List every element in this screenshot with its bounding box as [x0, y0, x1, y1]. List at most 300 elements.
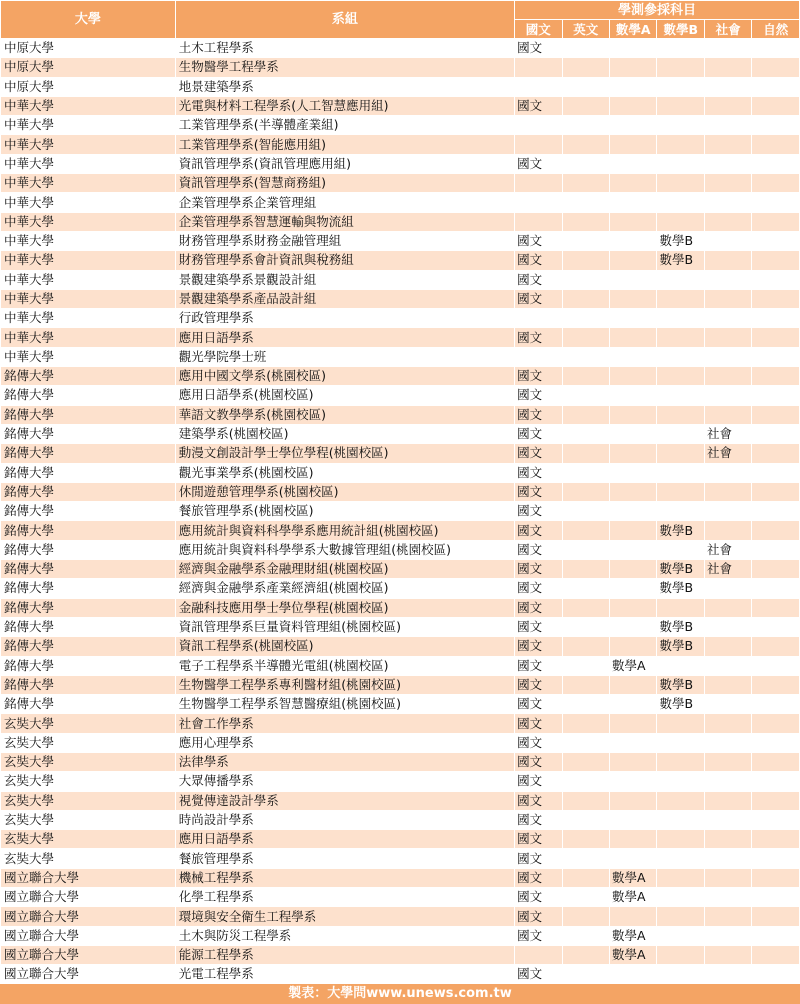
table-row [1, 386, 800, 405]
science-cell [752, 444, 800, 463]
chinese-cell: 國文 [515, 579, 562, 598]
social-cell [704, 521, 751, 540]
math-b-cell [657, 888, 704, 907]
social-cell [704, 695, 751, 714]
university-cell: 銘傳大學 [1, 560, 176, 579]
chinese-cell: 國文 [515, 463, 562, 482]
math-b-cell [657, 58, 704, 77]
english-cell [562, 444, 609, 463]
chinese-cell: 國文 [515, 598, 562, 617]
math-b-cell [657, 945, 704, 964]
chinese-cell: 國文 [515, 695, 562, 714]
math-a-cell [610, 598, 657, 617]
header-subject-chinese: 國文 [515, 20, 562, 39]
math-b-cell [657, 444, 704, 463]
chinese-cell: 國文 [515, 328, 562, 347]
math-b-cell [657, 193, 704, 212]
math-a-cell: 數學A [610, 888, 657, 907]
math-b-cell [657, 482, 704, 501]
university-cell: 中華大學 [1, 174, 176, 193]
math-a-cell [610, 405, 657, 424]
university-cell: 中原大學 [1, 77, 176, 96]
science-cell [752, 251, 800, 270]
english-cell [562, 733, 609, 752]
english-cell [562, 579, 609, 598]
department-cell: 觀光學院學士班 [175, 347, 514, 366]
math-a-cell [610, 521, 657, 540]
social-cell [704, 174, 751, 193]
social-cell [704, 39, 751, 58]
university-cell: 銘傳大學 [1, 675, 176, 694]
department-cell: 光電與材料工程學系(人工智慧應用組) [175, 96, 514, 115]
table-row [1, 289, 800, 308]
english-cell [562, 675, 609, 694]
social-cell [704, 193, 751, 212]
table-row [1, 560, 800, 579]
social-cell [704, 463, 751, 482]
header-subject-social: 社會 [704, 20, 751, 39]
math-b-cell [657, 174, 704, 193]
department-cell: 企業管理學系企業管理組 [175, 193, 514, 212]
math-a-cell [610, 463, 657, 482]
department-cell: 生物醫學工程學系 [175, 58, 514, 77]
table-row [1, 752, 800, 771]
math-b-cell [657, 367, 704, 386]
university-cell: 銘傳大學 [1, 424, 176, 443]
math-b-cell [657, 926, 704, 945]
science-cell [752, 714, 800, 733]
department-cell: 應用日語學系 [175, 328, 514, 347]
chinese-cell: 國文 [515, 540, 562, 559]
math-b-cell [657, 96, 704, 115]
university-cell: 玄奘大學 [1, 849, 176, 868]
math-a-cell [610, 193, 657, 212]
science-cell [752, 560, 800, 579]
english-cell [562, 888, 609, 907]
social-cell [704, 714, 751, 733]
science-cell [752, 193, 800, 212]
science-cell [752, 579, 800, 598]
math-b-cell [657, 270, 704, 289]
university-cell: 國立聯合大學 [1, 926, 176, 945]
social-cell [704, 907, 751, 926]
science-cell [752, 521, 800, 540]
english-cell [562, 463, 609, 482]
university-cell: 銘傳大學 [1, 386, 176, 405]
social-cell [704, 135, 751, 154]
table-row [1, 405, 800, 424]
department-cell: 應用日語學系(桃園校區) [175, 386, 514, 405]
science-cell [752, 367, 800, 386]
math-a-cell [610, 116, 657, 135]
math-b-cell [657, 463, 704, 482]
social-cell [704, 328, 751, 347]
chinese-cell: 國文 [515, 849, 562, 868]
math-a-cell [610, 482, 657, 501]
department-cell: 餐旅管理學系(桃園校區) [175, 502, 514, 521]
table-row [1, 965, 800, 984]
science-cell [752, 39, 800, 58]
table-row [1, 154, 800, 173]
social-cell [704, 617, 751, 636]
university-cell: 銘傳大學 [1, 463, 176, 482]
department-cell: 資訊工程學系(桃園校區) [175, 637, 514, 656]
header-subject-math-b: 數學B [657, 20, 704, 39]
chinese-cell: 國文 [515, 444, 562, 463]
table-row [1, 540, 800, 559]
english-cell [562, 637, 609, 656]
math-b-cell [657, 772, 704, 791]
department-cell: 休閒遊憩管理學系(桃園校區) [175, 482, 514, 501]
university-cell: 國立聯合大學 [1, 888, 176, 907]
math-b-cell [657, 810, 704, 829]
chinese-cell: 國文 [515, 965, 562, 984]
chinese-cell: 國文 [515, 154, 562, 173]
university-cell: 中華大學 [1, 231, 176, 250]
social-cell [704, 212, 751, 231]
department-cell: 應用心理學系 [175, 733, 514, 752]
table-row [1, 733, 800, 752]
science-cell [752, 135, 800, 154]
chinese-cell: 國文 [515, 251, 562, 270]
english-cell [562, 251, 609, 270]
science-cell [752, 830, 800, 849]
math-b-cell [657, 77, 704, 96]
department-cell: 生物醫學工程學系智慧醫療組(桃園校區) [175, 695, 514, 714]
university-cell: 中原大學 [1, 39, 176, 58]
university-cell: 中華大學 [1, 289, 176, 308]
social-cell [704, 945, 751, 964]
table-row [1, 926, 800, 945]
math-a-cell [610, 424, 657, 443]
table-row [1, 251, 800, 270]
math-a-cell [610, 347, 657, 366]
department-cell: 金融科技應用學士學位學程(桃園校區) [175, 598, 514, 617]
math-b-cell [657, 39, 704, 58]
chinese-cell: 國文 [515, 405, 562, 424]
university-cell: 銘傳大學 [1, 444, 176, 463]
table-row [1, 502, 800, 521]
math-a-cell [610, 39, 657, 58]
science-cell [752, 386, 800, 405]
math-a-cell [610, 212, 657, 231]
math-a-cell [610, 907, 657, 926]
table-row [1, 367, 800, 386]
math-b-cell [657, 656, 704, 675]
math-a-cell [610, 540, 657, 559]
science-cell [752, 96, 800, 115]
university-cell: 玄奘大學 [1, 733, 176, 752]
english-cell [562, 714, 609, 733]
table-row [1, 675, 800, 694]
department-cell: 企業管理學系智慧運輸與物流組 [175, 212, 514, 231]
math-a-cell [610, 77, 657, 96]
department-cell: 應用日語學系 [175, 830, 514, 849]
math-a-cell [610, 830, 657, 849]
table-header [1, 1, 800, 39]
table-row [1, 482, 800, 501]
table-row [1, 868, 800, 887]
department-cell: 工業管理學系(半導體產業組) [175, 116, 514, 135]
department-cell: 土木工程學系 [175, 39, 514, 58]
math-b-cell [657, 135, 704, 154]
chinese-cell: 國文 [515, 888, 562, 907]
science-cell [752, 598, 800, 617]
social-cell [704, 849, 751, 868]
social-cell [704, 598, 751, 617]
department-cell: 應用統計與資料科學學系大數據管理組(桃園校區) [175, 540, 514, 559]
university-cell: 中華大學 [1, 251, 176, 270]
university-cell: 中華大學 [1, 96, 176, 115]
social-cell [704, 733, 751, 752]
social-cell: 社會 [704, 444, 751, 463]
math-b-cell: 數學B [657, 695, 704, 714]
math-b-cell [657, 540, 704, 559]
table-row [1, 521, 800, 540]
english-cell [562, 868, 609, 887]
table-row [1, 810, 800, 829]
table-row [1, 579, 800, 598]
math-a-cell [610, 328, 657, 347]
table-row [1, 270, 800, 289]
university-cell: 國立聯合大學 [1, 907, 176, 926]
table-row [1, 598, 800, 617]
math-b-cell: 數學B [657, 579, 704, 598]
social-cell [704, 77, 751, 96]
university-cell: 銘傳大學 [1, 540, 176, 559]
university-cell: 玄奘大學 [1, 810, 176, 829]
english-cell [562, 289, 609, 308]
chinese-cell: 國文 [515, 675, 562, 694]
university-cell: 銘傳大學 [1, 656, 176, 675]
university-cell: 國立聯合大學 [1, 965, 176, 984]
math-a-cell [610, 386, 657, 405]
table-row [1, 116, 800, 135]
math-a-cell: 數學A [610, 945, 657, 964]
science-cell [752, 888, 800, 907]
math-a-cell [610, 965, 657, 984]
department-cell: 機械工程學系 [175, 868, 514, 887]
science-cell [752, 637, 800, 656]
english-cell [562, 309, 609, 328]
science-cell [752, 231, 800, 250]
science-cell [752, 617, 800, 636]
social-cell [704, 965, 751, 984]
department-cell: 社會工作學系 [175, 714, 514, 733]
department-cell: 應用統計與資料科學學系應用統計組(桃園校區) [175, 521, 514, 540]
chinese-cell: 國文 [515, 424, 562, 443]
math-a-cell [610, 367, 657, 386]
department-cell: 電子工程學系半導體光電組(桃園校區) [175, 656, 514, 675]
english-cell [562, 193, 609, 212]
university-cell: 國立聯合大學 [1, 945, 176, 964]
department-cell: 餐旅管理學系 [175, 849, 514, 868]
math-b-cell [657, 289, 704, 308]
english-cell [562, 328, 609, 347]
chinese-cell: 國文 [515, 502, 562, 521]
table-row [1, 58, 800, 77]
english-cell [562, 849, 609, 868]
math-b-cell [657, 965, 704, 984]
table-row [1, 714, 800, 733]
university-cell: 銘傳大學 [1, 502, 176, 521]
science-cell [752, 328, 800, 347]
university-cell: 銘傳大學 [1, 521, 176, 540]
university-cell: 中華大學 [1, 309, 176, 328]
social-cell [704, 405, 751, 424]
social-cell [704, 309, 751, 328]
university-cell: 銘傳大學 [1, 579, 176, 598]
university-cell: 中華大學 [1, 116, 176, 135]
table-row [1, 135, 800, 154]
social-cell [704, 579, 751, 598]
social-cell [704, 231, 751, 250]
chinese-cell: 國文 [515, 367, 562, 386]
chinese-cell: 國文 [515, 868, 562, 887]
department-cell: 行政管理學系 [175, 309, 514, 328]
english-cell [562, 907, 609, 926]
math-b-cell [657, 868, 704, 887]
social-cell [704, 58, 751, 77]
science-cell [752, 733, 800, 752]
math-b-cell [657, 907, 704, 926]
english-cell [562, 791, 609, 810]
table-row [1, 907, 800, 926]
department-cell: 大眾傳播學系 [175, 772, 514, 791]
header-department: 系組 [175, 1, 514, 39]
math-a-cell [610, 810, 657, 829]
math-b-cell: 數學B [657, 617, 704, 636]
english-cell [562, 926, 609, 945]
science-cell [752, 309, 800, 328]
english-cell [562, 270, 609, 289]
department-cell: 華語文教學學系(桃園校區) [175, 405, 514, 424]
chinese-cell [515, 135, 562, 154]
math-a-cell: 數學A [610, 656, 657, 675]
social-cell [704, 289, 751, 308]
table-row [1, 347, 800, 366]
english-cell [562, 540, 609, 559]
table-row [1, 772, 800, 791]
table-row [1, 309, 800, 328]
header-university: 大學 [1, 1, 176, 39]
chinese-cell: 國文 [515, 231, 562, 250]
department-cell: 化學工程學系 [175, 888, 514, 907]
chinese-cell: 國文 [515, 270, 562, 289]
english-cell [562, 424, 609, 443]
math-a-cell [610, 154, 657, 173]
social-cell [704, 926, 751, 945]
department-cell: 時尚設計學系 [175, 810, 514, 829]
math-a-cell [610, 849, 657, 868]
math-b-cell [657, 502, 704, 521]
chinese-cell [515, 212, 562, 231]
chinese-cell: 國文 [515, 907, 562, 926]
english-cell [562, 231, 609, 250]
math-b-cell [657, 733, 704, 752]
university-cell: 銘傳大學 [1, 598, 176, 617]
english-cell [562, 77, 609, 96]
department-cell: 資訊管理學系巨量資料管理組(桃園校區) [175, 617, 514, 636]
university-cell: 中華大學 [1, 212, 176, 231]
science-cell [752, 656, 800, 675]
math-a-cell [610, 675, 657, 694]
department-cell: 經濟與金融學系產業經濟組(桃園校區) [175, 579, 514, 598]
math-b-cell [657, 116, 704, 135]
department-cell: 財務管理學系會計資訊與稅務組 [175, 251, 514, 270]
science-cell [752, 502, 800, 521]
science-cell [752, 347, 800, 366]
science-cell [752, 77, 800, 96]
university-cell: 銘傳大學 [1, 405, 176, 424]
math-a-cell [610, 58, 657, 77]
science-cell [752, 424, 800, 443]
department-cell: 視覺傳達設計學系 [175, 791, 514, 810]
department-cell: 景觀建築學系產品設計組 [175, 289, 514, 308]
math-b-cell [657, 309, 704, 328]
english-cell [562, 695, 609, 714]
science-cell [752, 482, 800, 501]
table-row [1, 212, 800, 231]
science-cell [752, 405, 800, 424]
math-b-cell [657, 154, 704, 173]
math-a-cell [610, 289, 657, 308]
department-cell: 法律學系 [175, 752, 514, 771]
math-a-cell [610, 617, 657, 636]
chinese-cell [515, 309, 562, 328]
math-a-cell [610, 309, 657, 328]
chinese-cell: 國文 [515, 714, 562, 733]
math-a-cell [610, 637, 657, 656]
table-row [1, 328, 800, 347]
science-cell [752, 270, 800, 289]
science-cell [752, 849, 800, 868]
university-cell: 中華大學 [1, 154, 176, 173]
chinese-cell [515, 945, 562, 964]
social-cell [704, 502, 751, 521]
english-cell [562, 617, 609, 636]
english-cell [562, 830, 609, 849]
math-a-cell [610, 695, 657, 714]
university-cell: 銘傳大學 [1, 482, 176, 501]
math-b-cell: 數學B [657, 521, 704, 540]
math-b-cell [657, 849, 704, 868]
table-row [1, 945, 800, 964]
table-row [1, 849, 800, 868]
science-cell [752, 154, 800, 173]
social-cell [704, 386, 751, 405]
chinese-cell [515, 58, 562, 77]
science-cell [752, 212, 800, 231]
science-cell [752, 116, 800, 135]
table-row [1, 39, 800, 58]
english-cell [562, 347, 609, 366]
footer-credit: 製表：大學問www.unews.com.tw [0, 984, 800, 1004]
social-cell [704, 868, 751, 887]
social-cell [704, 116, 751, 135]
english-cell [562, 772, 609, 791]
university-cell: 玄奘大學 [1, 791, 176, 810]
header-subject-math-a: 數學A [610, 20, 657, 39]
math-a-cell [610, 752, 657, 771]
chinese-cell: 國文 [515, 289, 562, 308]
department-cell: 土木與防災工程學系 [175, 926, 514, 945]
math-a-cell: 數學A [610, 868, 657, 887]
english-cell [562, 212, 609, 231]
chinese-cell: 國文 [515, 926, 562, 945]
english-cell [562, 174, 609, 193]
math-b-cell: 數學B [657, 675, 704, 694]
